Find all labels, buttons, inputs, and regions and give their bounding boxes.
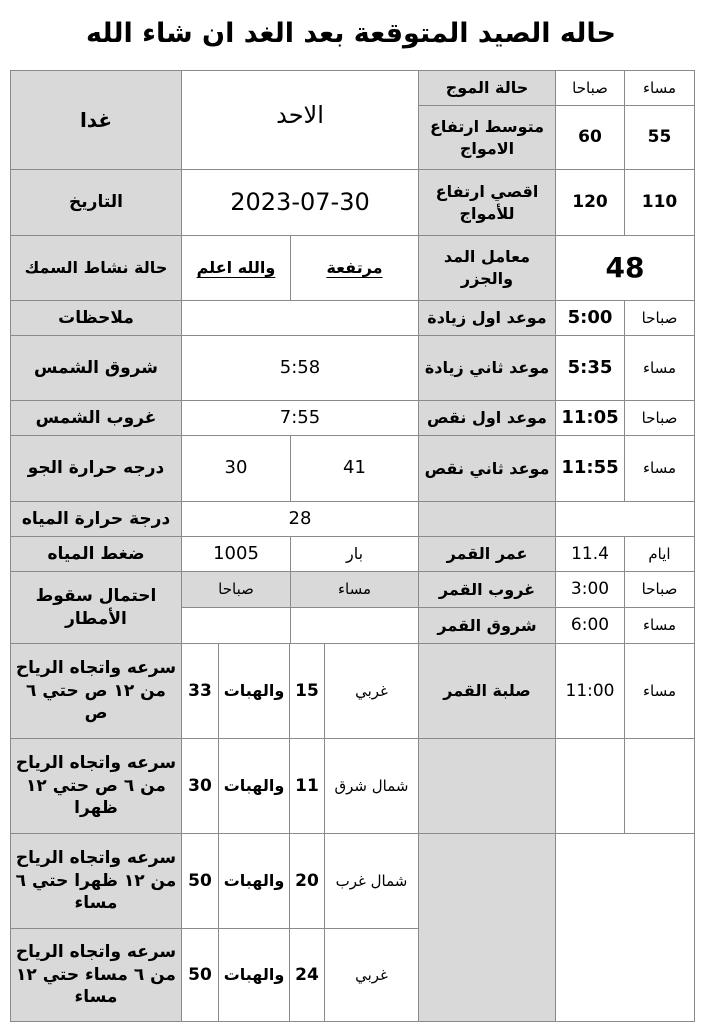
wave-max-evening: 110 [624,169,695,236]
blank-cell [418,738,556,834]
wave-max-label: اقصي ارتفاع للأمواج [418,169,556,236]
wind-gusts-label: والهبات [218,643,290,739]
tide-coefficient-value: 48 [555,235,695,301]
fish-activity-label: حالة نشاط السمك [10,235,182,301]
wind-gusts-label: والهبات [218,928,290,1022]
moonset-label: غروب القمر [418,571,556,608]
wind-label: سرعه واتجاه الرياح من ٦ مساء حتي ١٢ مساء [10,928,182,1022]
rain-evening-value [290,607,419,644]
wind-label: سرعه واتجاه الرياح من ٦ ص حتي ١٢ ظهرا [10,738,182,834]
fish-activity-note-text: والله اعلم [196,258,276,278]
wind-speed: 15 [289,643,325,739]
tide-event-label: موعد ثاني نقص [418,435,556,502]
blank-cell [555,738,625,834]
wave-avg-morning: 60 [555,105,625,170]
wind-gust: 50 [181,833,219,929]
wave-state-label: حالة الموج [418,70,556,106]
tide-event-label: موعد اول نقص [418,400,556,436]
air-temp-min: 30 [181,435,291,502]
blank-cell [418,833,556,1022]
tide-event-time: 11:55 [555,435,625,502]
water-temp-value: 28 [181,501,419,537]
wave-avg-label: متوسط ارتفاع الامواج [418,105,556,170]
pressure-unit: بار [290,536,419,572]
day-label: غدا [10,70,182,170]
moon-age-value: 11.4 [555,536,625,572]
wind-direction: شمال غرب [324,833,419,929]
moon-transit-period: مساء [624,643,695,739]
wind-gust: 33 [181,643,219,739]
fish-activity-value [290,235,419,301]
page-title: حاله الصيد المتوقعة بعد الغد ان شاء الله [85,18,617,49]
wind-label: سرعه واتجاه الرياح من ١٢ ص حتي ٦ ص [10,643,182,739]
air-temp-max: 41 [290,435,419,502]
tide-coefficient-label: معامل المد والجزر [418,235,556,301]
moonset-period: صباحا [624,571,695,608]
tide-event-time: 5:00 [555,300,625,336]
tide-event-period: مساء [624,435,695,502]
rain-morning-value [181,607,291,644]
moon-transit-label: صلبة القمر [418,643,556,739]
notes-label: ملاحظات [10,300,182,336]
tide-event-time: 11:05 [555,400,625,436]
wave-avg-evening: 55 [624,105,695,170]
tide-event-label: موعد اول زيادة [418,300,556,336]
moonrise-time: 6:00 [555,607,625,644]
wind-speed: 24 [289,928,325,1022]
wave-max-morning: 120 [555,169,625,236]
moon-age-label: عمر القمر [418,536,556,572]
notes-value [181,300,419,336]
blank-cell [555,501,695,537]
wind-direction: شمال شرق [324,738,419,834]
tide-event-period: صباحا [624,400,695,436]
tide-event-label: موعد ثاني زيادة [418,335,556,401]
moon-age-unit: ايام [624,536,695,572]
fish-activity-note [181,235,291,301]
wind-direction: غربي [324,928,419,1022]
fish-activity-value-text: مرتفعة [326,258,383,278]
rain-evening-header: مساء [290,571,419,608]
wind-speed: 20 [289,833,325,929]
wind-speed: 11 [289,738,325,834]
wind-label: سرعه واتجاه الرياح من ١٢ ظهرا حتي ٦ مساء [10,833,182,929]
blank-cell [555,833,695,1022]
wind-gust: 30 [181,738,219,834]
wave-morning-header: صباحا [555,70,625,106]
day-value: الاحد [181,70,419,170]
date-value: 2023-07-30 [181,169,419,236]
sunrise-value: 5:58 [181,335,419,401]
sunrise-label: شروق الشمس [10,335,182,401]
tide-event-period: مساء [624,335,695,401]
pressure-value: 1005 [181,536,291,572]
moonrise-label: شروق القمر [418,607,556,644]
tide-event-time: 5:35 [555,335,625,401]
sunset-label: غروب الشمس [10,400,182,436]
wind-gusts-label: والهبات [218,833,290,929]
air-temp-label: درجه حرارة الجو [10,435,182,502]
wave-evening-header: مساء [624,70,695,106]
moon-transit-time: 11:00 [555,643,625,739]
wind-gusts-label: والهبات [218,738,290,834]
water-temp-label: درجة حرارة المياه [10,501,182,537]
blank-cell [418,501,556,537]
rain-label: احتمال سقوط الأمطار [10,571,182,644]
tide-event-period: صباحا [624,300,695,336]
wind-direction: غربي [324,643,419,739]
pressure-label: ضغط المياه [10,536,182,572]
wind-gust: 50 [181,928,219,1022]
date-label: التاريخ [10,169,182,236]
blank-cell [624,738,695,834]
moonrise-period: مساء [624,607,695,644]
moonset-time: 3:00 [555,571,625,608]
sunset-value: 7:55 [181,400,419,436]
rain-morning-header: صباحا [181,571,291,608]
